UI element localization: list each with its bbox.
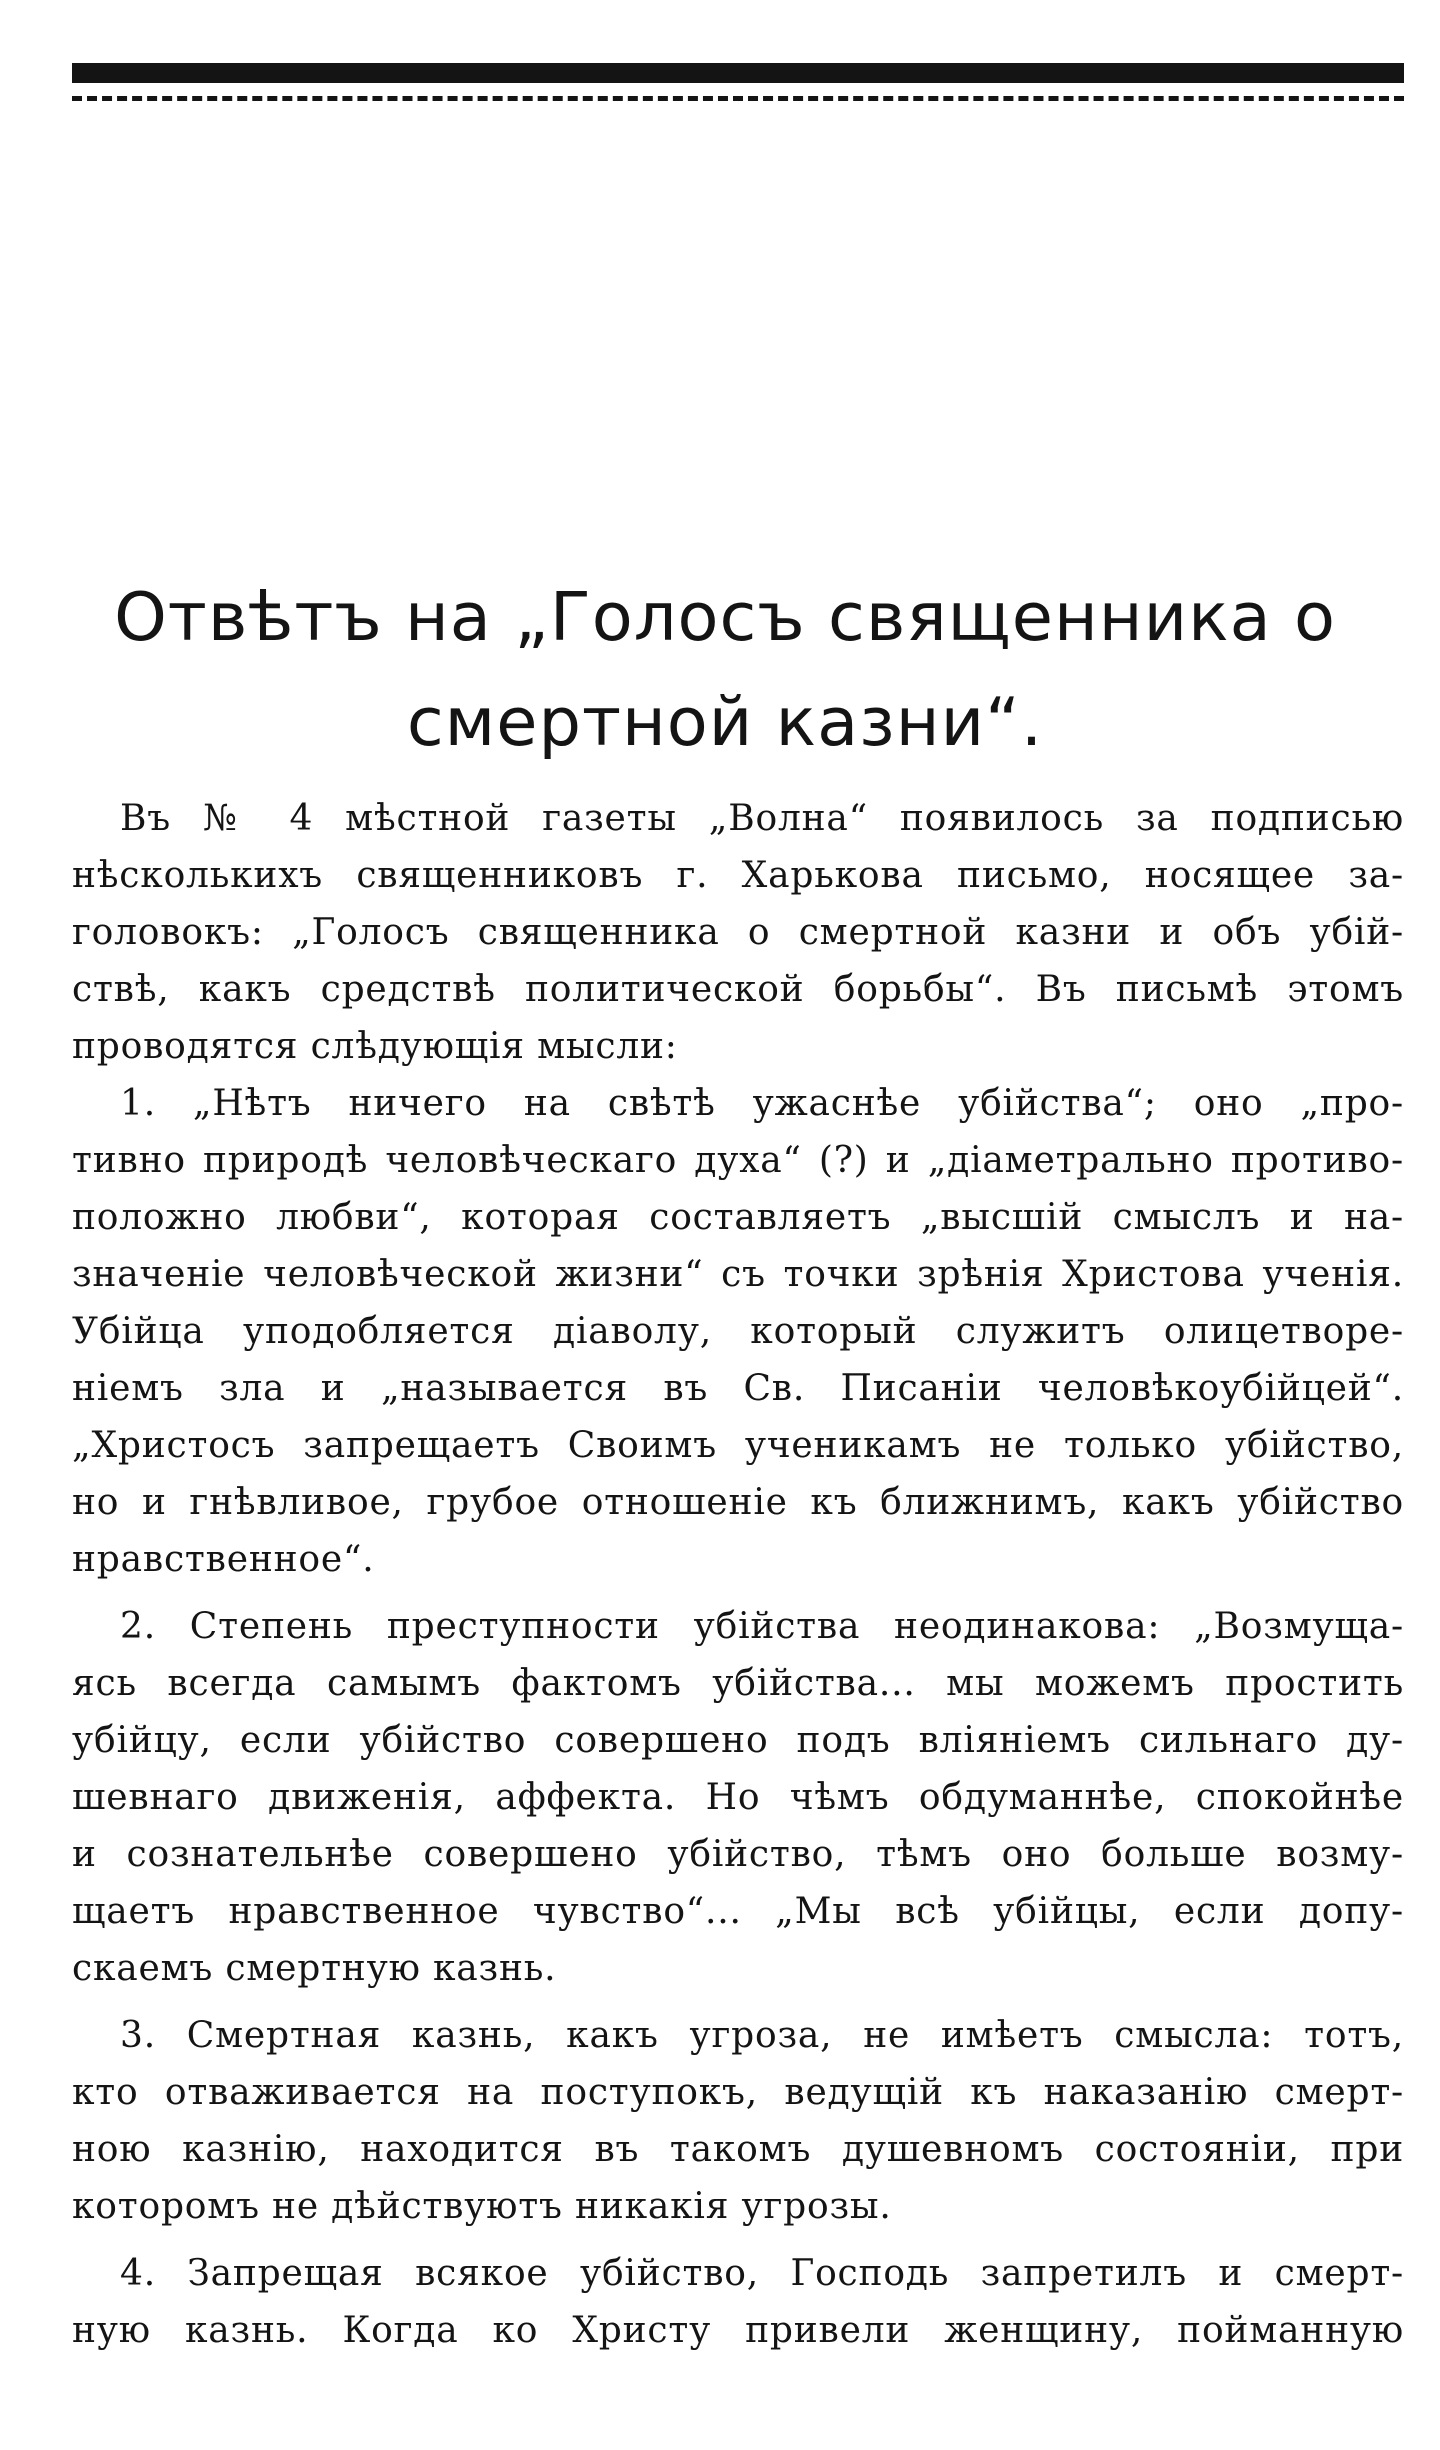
text-line: щаетъ нравственное чувство“... „Мы всѣ убійцы, если допу- xyxy=(72,1891,1404,1932)
text-line: 2. Степень преступности убійства неодинакова: „Возмуща- xyxy=(120,1606,1404,1647)
text-line: убійцу, если убійство совершено подъ вліяніемъ сильнаго ду- xyxy=(72,1720,1404,1761)
text-line: но и гнѣвливое, грубое отношеніе къ ближнимъ, какъ убійство xyxy=(72,1482,1404,1523)
text-line: ствѣ, какъ средствѣ политической борьбы“. Въ письмѣ этомъ xyxy=(72,969,1404,1010)
paragraph-gap xyxy=(72,2235,1404,2245)
text-line: кто отваживается на поступокъ, ведущій къ наказанію смерт- xyxy=(72,2072,1404,2113)
text-line: нравственное“. xyxy=(72,1539,375,1580)
paragraph-point-4 xyxy=(72,2245,1404,2359)
paragraph-intro xyxy=(72,790,1404,1075)
text-line: 4. Запрещая всякое убійство, Господь запретилъ и смерт- xyxy=(120,2253,1404,2294)
header-rule-thin xyxy=(72,96,1404,101)
text-line: нѣсколькихъ священниковъ г. Харькова письмо, носящее за- xyxy=(72,855,1404,896)
text-line: Въ № 4 мѣстной газеты „Волна“ появилось за подписью xyxy=(120,798,1404,839)
paragraph-gap xyxy=(72,1997,1404,2007)
text-line: головокъ: „Голосъ священника о смертной казни и объ убій- xyxy=(72,912,1404,953)
text-line: „Христосъ запрещаетъ Своимъ ученикамъ не только убійство, xyxy=(72,1425,1404,1466)
paragraph-point-1 xyxy=(72,1075,1404,1588)
text-line: шевнаго движенія, аффекта. Но чѣмъ обдуманнѣе, спокойнѣе xyxy=(72,1777,1404,1818)
text-line: 3. Смертная казнь, какъ угроза, не имѣетъ смысла: тотъ, xyxy=(120,2015,1404,2056)
text-line: тивно природѣ человѣческаго духа“ (?) и „діаметрально противо- xyxy=(72,1140,1404,1181)
text-line: ніемъ зла и „называется въ Св. Писаніи человѣкоубійцей“. xyxy=(72,1368,1404,1409)
paragraph-gap xyxy=(72,1588,1404,1598)
text-line: ную казнь. Когда ко Христу привели женщину, пойманную xyxy=(72,2310,1404,2351)
text-line: 1. „Нѣтъ ничего на свѣтѣ ужаснѣе убійства“; оно „про- xyxy=(120,1083,1404,1124)
text-line: положно любви“, которая составляетъ „высшій смыслъ и на- xyxy=(72,1197,1404,1238)
text-line: ясь всегда самымъ фактомъ убійства... мы можемъ простить xyxy=(72,1663,1404,1704)
text-line: проводятся слѣдующія мысли: xyxy=(72,1026,678,1067)
article-title-line-2: смертной казни“. xyxy=(406,683,1044,761)
paragraph-point-3 xyxy=(72,2007,1404,2235)
article-body xyxy=(72,790,1404,2359)
text-line: скаемъ смертную казнь. xyxy=(72,1948,557,1989)
article-title xyxy=(60,565,1390,775)
text-line: ною казнію, находится въ такомъ душевномъ состояніи, при xyxy=(72,2129,1404,2170)
paragraph-point-2 xyxy=(72,1598,1404,1997)
text-line: и сознательнѣе совершено убійство, тѣмъ оно больше возму- xyxy=(72,1834,1404,1875)
header-rule-thick xyxy=(72,63,1404,83)
text-line: которомъ не дѣйствуютъ никакія угрозы. xyxy=(72,2186,892,2227)
text-line: значеніе человѣческой жизни“ съ точки зрѣнія Христова ученія. xyxy=(72,1254,1404,1295)
article-title-line-1: Отвѣтъ на „Голосъ священника о xyxy=(114,578,1336,656)
text-line: Убійца уподобляется діаволу, который служитъ олицетворе- xyxy=(72,1311,1404,1352)
